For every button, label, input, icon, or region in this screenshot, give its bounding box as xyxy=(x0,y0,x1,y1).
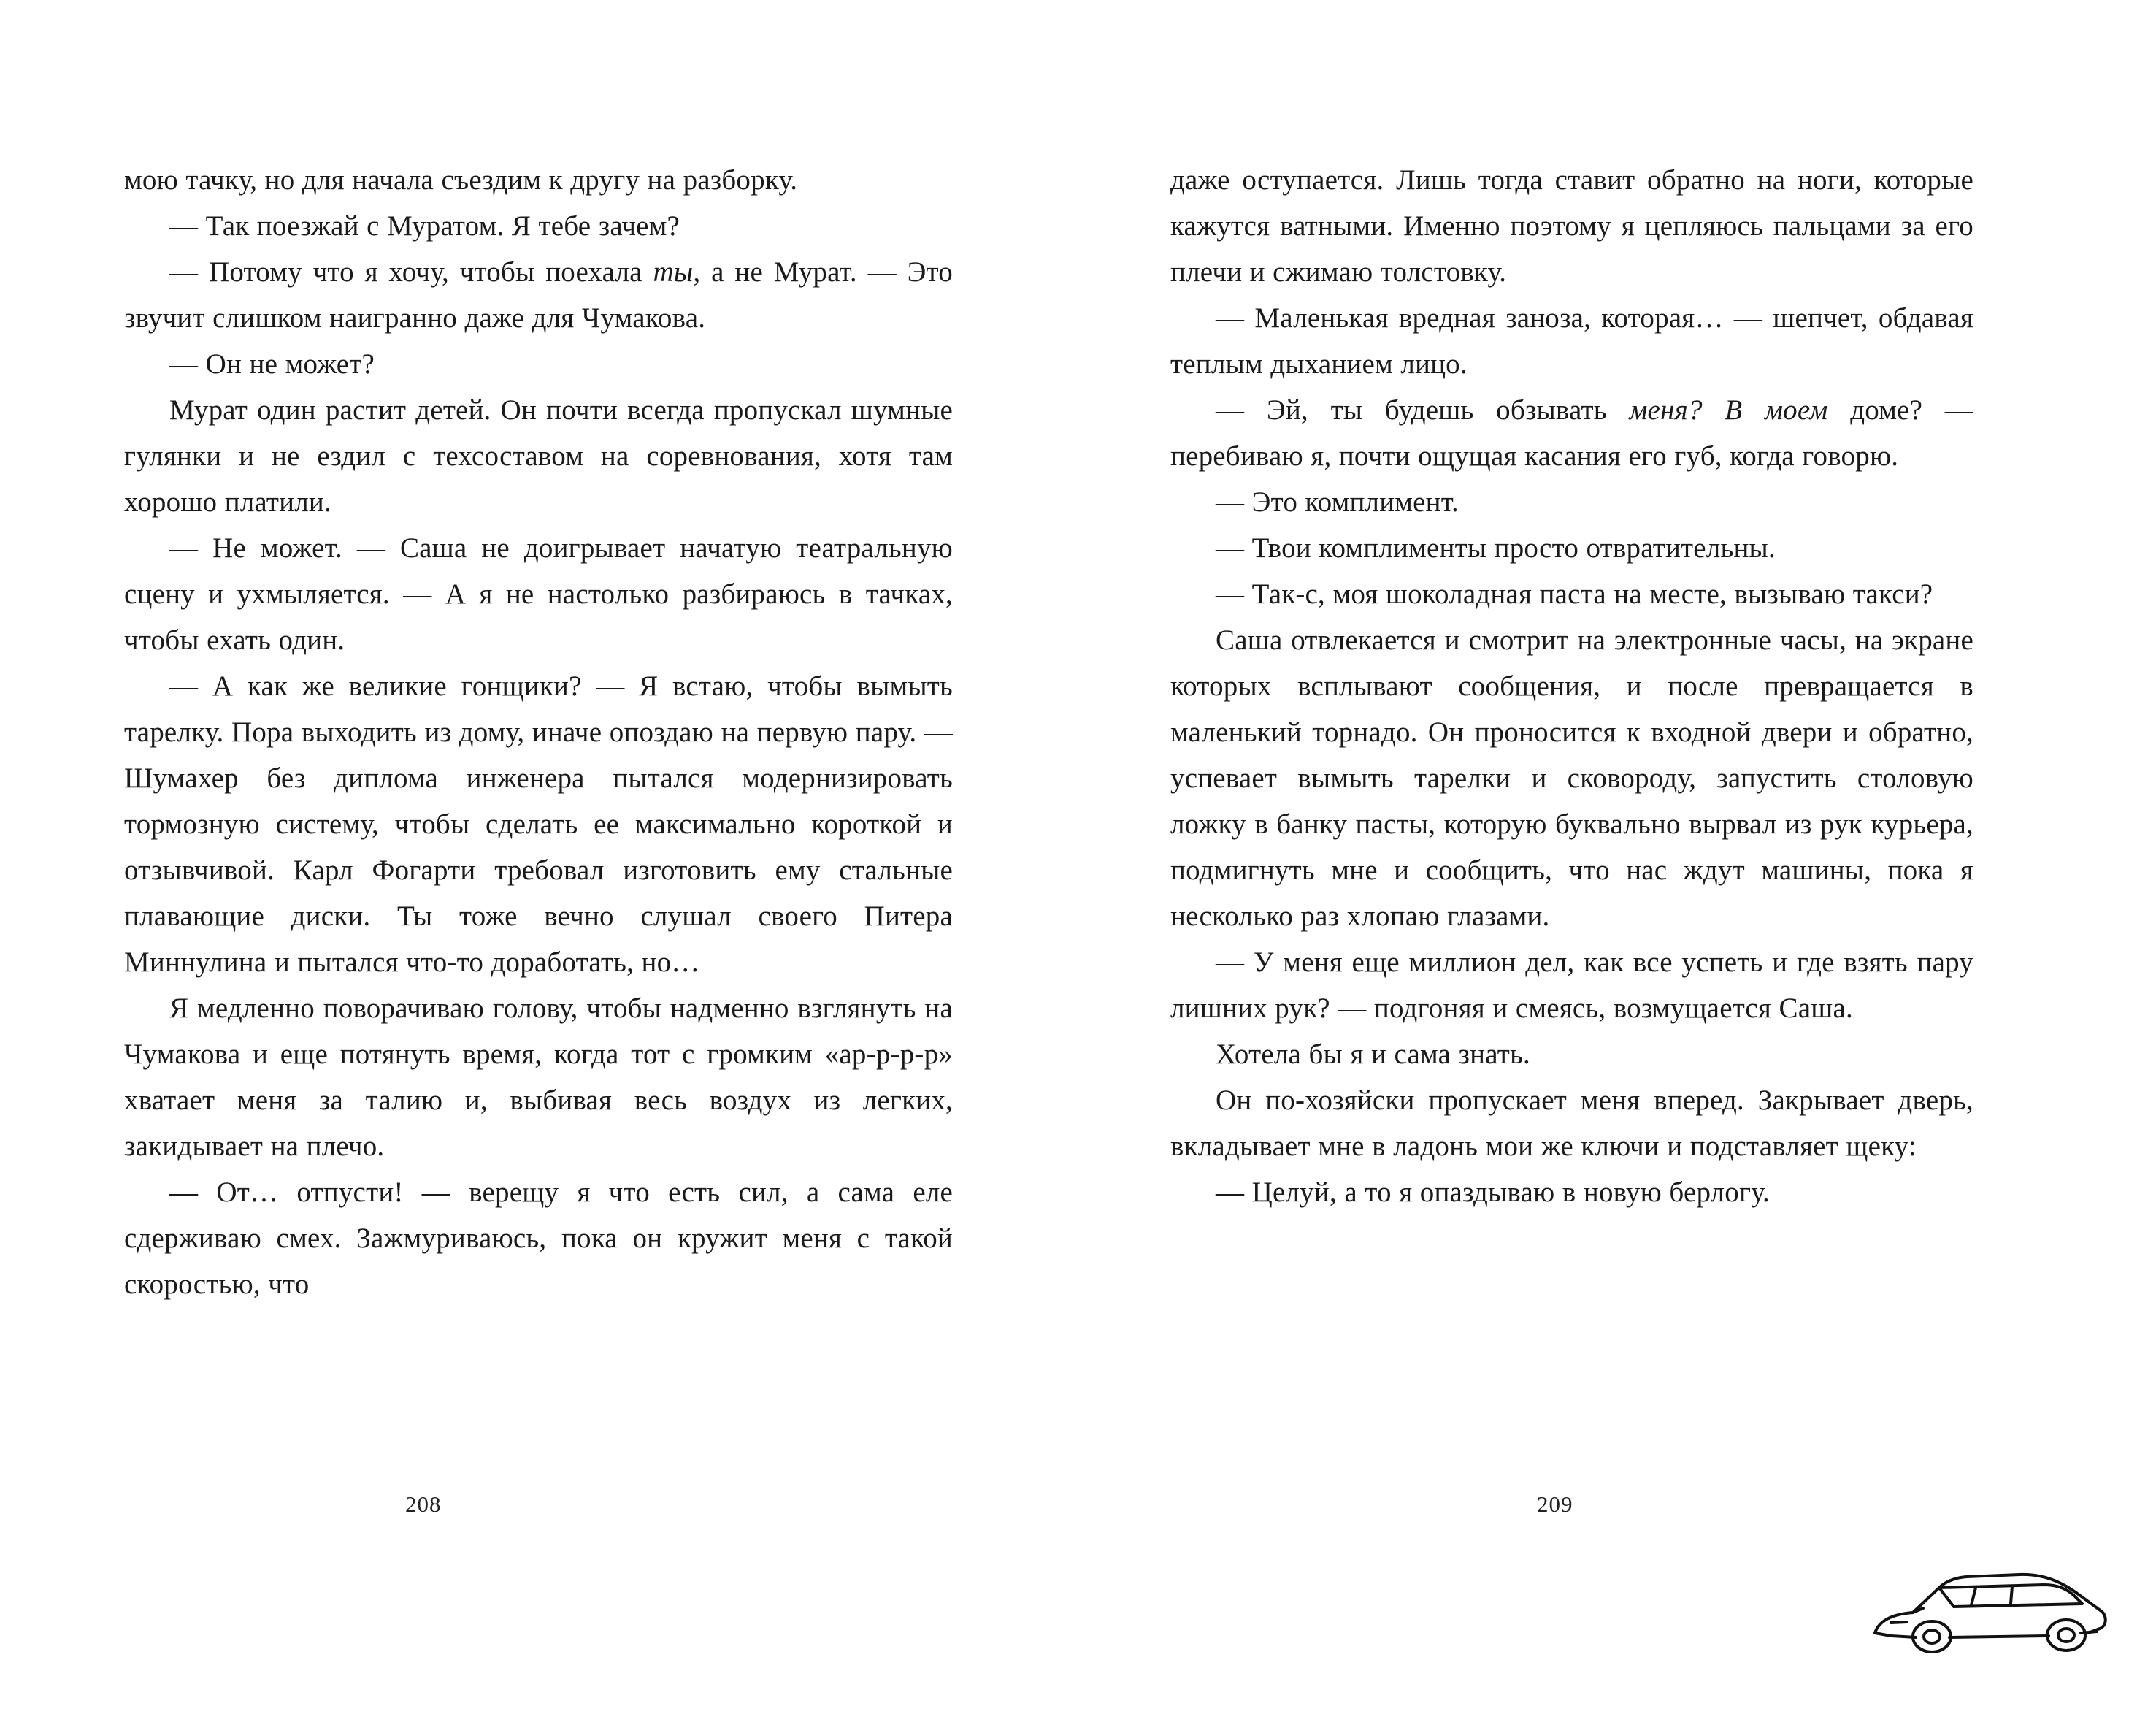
paragraph: — Эй, ты будешь обзывать меня? В моем доме? — перебиваю я, почти ощущая касания его губ, когда говорю. xyxy=(1170,394,1973,472)
page-left xyxy=(124,157,986,1725)
paragraph: — Маленькая вредная заноза, которая… — шепчет, обдавая теплым дыханием лицо. xyxy=(1170,302,1973,380)
page-left-textblock xyxy=(124,157,953,1307)
paragraph: — Твои комплименты просто отвратительны. xyxy=(1216,532,1776,564)
emphasis: меня? В моем xyxy=(1629,394,1828,426)
paragraph: — От… отпусти! — верещу я что есть сил, а сама еле сдерживаю смех. Зажмуриваюсь, пока он кружит меня с такой скоростью, что xyxy=(124,1177,953,1300)
paragraph: — Так поезжай с Муратом. Я тебе зачем? xyxy=(169,210,680,242)
page-right xyxy=(1170,157,2032,1725)
paragraph: Он по-хозяйски пропускает меня вперед. Закрывает дверь, вкладывает мне в ладонь мои же ключи и подставляет щеку: xyxy=(1170,1085,1973,1162)
paragraph: — У меня еще миллион дел, как все успеть и где взять пару лишних рук? — подгоняя и смеясь, возмущается Саша. xyxy=(1170,946,1973,1024)
paragraph: — Потому что я хочу, чтобы поехала ты, а не Мурат. — Это звучит слишком наигранно даже для Чумакова. xyxy=(124,256,953,334)
paragraph: мою тачку, но для начала съездим к другу на разборку. xyxy=(124,164,798,196)
paragraph: — Это комплимент. xyxy=(1216,486,1459,518)
page-number-left: 208 xyxy=(405,1491,442,1517)
paragraph: Саша отвлекается и смотрит на электронные часы, на экране которых всплывают сообщения, и после превращается в маленький торнадо. Он проносится к входной двери и обратно, успевает вымыть тарелки и сковороду, запустить столовую ложку в банку пасты, которую буквально вырвал из рук курьера, подмигнуть мне и сообщить, что нас ждут машины, пока я несколько раз хлопаю глазами. xyxy=(1170,624,1973,932)
page-right-textblock xyxy=(1170,157,1973,1215)
paragraph: Я медленно поворачиваю голову, чтобы надменно взглянуть на Чумакова и еще потянуть время, когда тот с громким «ар-р-р-р» хватает меня за талию и, выбивая весь воздух из легких, закидывает на плечо. xyxy=(124,992,953,1162)
paragraph: даже оступается. Лишь тогда ставит обратно на ноги, которые кажутся ватными. Именно поэтому я цепляюсь пальцами за его плечи и сжимаю толстовку. xyxy=(1170,164,1973,288)
paragraph: — Целуй, а то я опаздываю в новую берлогу. xyxy=(1216,1177,1770,1208)
emphasis: ты xyxy=(653,256,694,288)
paragraph: Мурат один растит детей. Он почти всегда пропускал шумные гулянки и не ездил с техсоставом на соревнования, хотя там хорошо платили. xyxy=(124,394,953,518)
paragraph: — Не может. — Саша не доигрывает начатую театральную сцену и ухмыляется. — А я не настолько разбираюсь в тачках, чтобы ехать один. xyxy=(124,532,953,656)
paragraph: — Он не может? xyxy=(169,348,375,380)
paragraph: Хотела бы я и сама знать. xyxy=(1216,1039,1530,1070)
paragraph: — А как же великие гонщики? — Я встаю, чтобы вымыть тарелку. Пора выходить из дому, иначе опоздаю на первую пару. — Шумахер без диплома инженера пытался модернизировать тормозную систему, чтобы сделать ее максимально короткой и отзывчивой. Карл Фогарти требовал изготовить ему стальные плавающие диски. Ты тоже вечно слушал своего Питера Миннулина и пытался что-то доработать, но… xyxy=(124,670,953,978)
sports-car-icon xyxy=(1869,1563,2110,1672)
page-number-right: 209 xyxy=(1537,1491,1573,1517)
paragraph: — Так-с, моя шоколадная паста на месте, вызываю такси? xyxy=(1216,578,1933,610)
